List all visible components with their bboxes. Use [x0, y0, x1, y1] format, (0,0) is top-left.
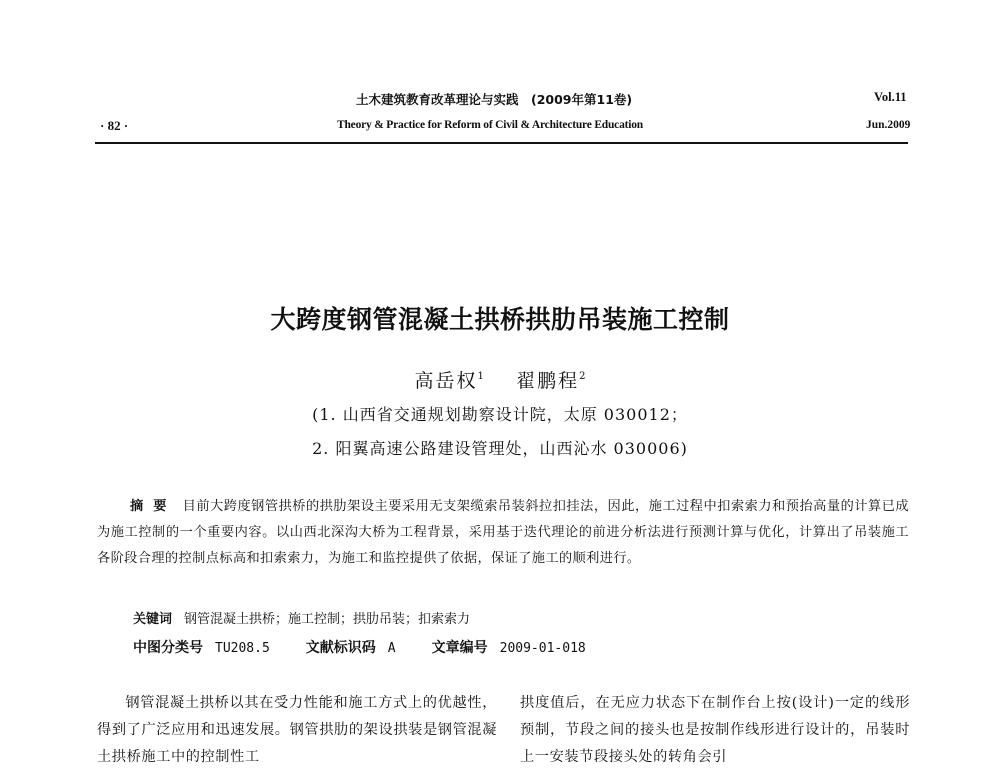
author-name: 翟鹏程	[516, 370, 580, 392]
doc-code-label: 文献标识码	[305, 640, 376, 656]
issue-date: Jun.2009	[866, 119, 911, 131]
classification-line	[133, 637, 586, 657]
clc-value: TU208.5	[215, 641, 270, 656]
author-line	[0, 366, 1000, 393]
abstract	[97, 494, 909, 572]
author-affiliation-mark: 2	[579, 371, 586, 382]
abstract-text: 目前大跨度钢管拱桥的拱肋架设主要采用无支架缆索吊装斜拉扣挂法，因此，施工过程中扣索索力和预抬高量的计算已成为施工控制的一个重要内容。以山西北深沟大桥为工程背景，采用基于迭代理论的前进分析法进行预测计算与优化，计算出了吊装施工各阶段合理的控制点标高和扣索索力，为施工和监控提供了依据，保证了施工的顺利进行。	[97, 499, 910, 566]
affiliation: 2. 阳翼高速公路建设管理处，山西沁水 030006)	[312, 439, 688, 458]
volume-label: Vol.11	[874, 90, 907, 104]
article-number-label: 文章编号	[431, 640, 488, 656]
body-column-left: 钢管混凝土拱桥以其在受力性能和施工方式上的优越性，得到了广泛应用和迅速发展。钢管拱肋的架设拱装是钢管混凝土拱桥施工中的控制性工	[97, 695, 497, 765]
author-affiliation-mark: 1	[477, 371, 484, 382]
body-column-right: 拱度值后，在无应力状态下在制作台上按(设计)一定的线形预制，节段之间的接头也是按制作线形进行设计的，吊装时上一安装节段接头处的转角会引	[520, 695, 910, 765]
article-title: 大跨度钢管混凝土拱桥拱肋吊装施工控制	[270, 305, 730, 334]
keywords-text: 钢管混凝土拱桥；施工控制；拱肋吊装；扣索索力	[184, 612, 471, 627]
journal-title-en: Theory & Practice for Reform of Civil & Architecture Education	[337, 119, 644, 131]
header-divider	[95, 142, 908, 144]
doc-code-value: A	[387, 641, 396, 656]
article-number-value: 2009-01-018	[499, 641, 586, 656]
keywords	[133, 608, 470, 627]
page-number: · 82 ·	[100, 118, 129, 133]
journal-title-cn: 土木建筑教育改革理论与实践 (2009年第11卷)	[356, 92, 633, 107]
author-name: 高岳权	[414, 370, 478, 392]
affiliation: (1. 山西省交通规划勘察设计院，太原 030012；	[312, 405, 688, 424]
abstract-label: 摘要	[130, 499, 177, 514]
clc-label: 中图分类号	[133, 640, 203, 656]
keywords-label: 关键词	[133, 612, 173, 627]
